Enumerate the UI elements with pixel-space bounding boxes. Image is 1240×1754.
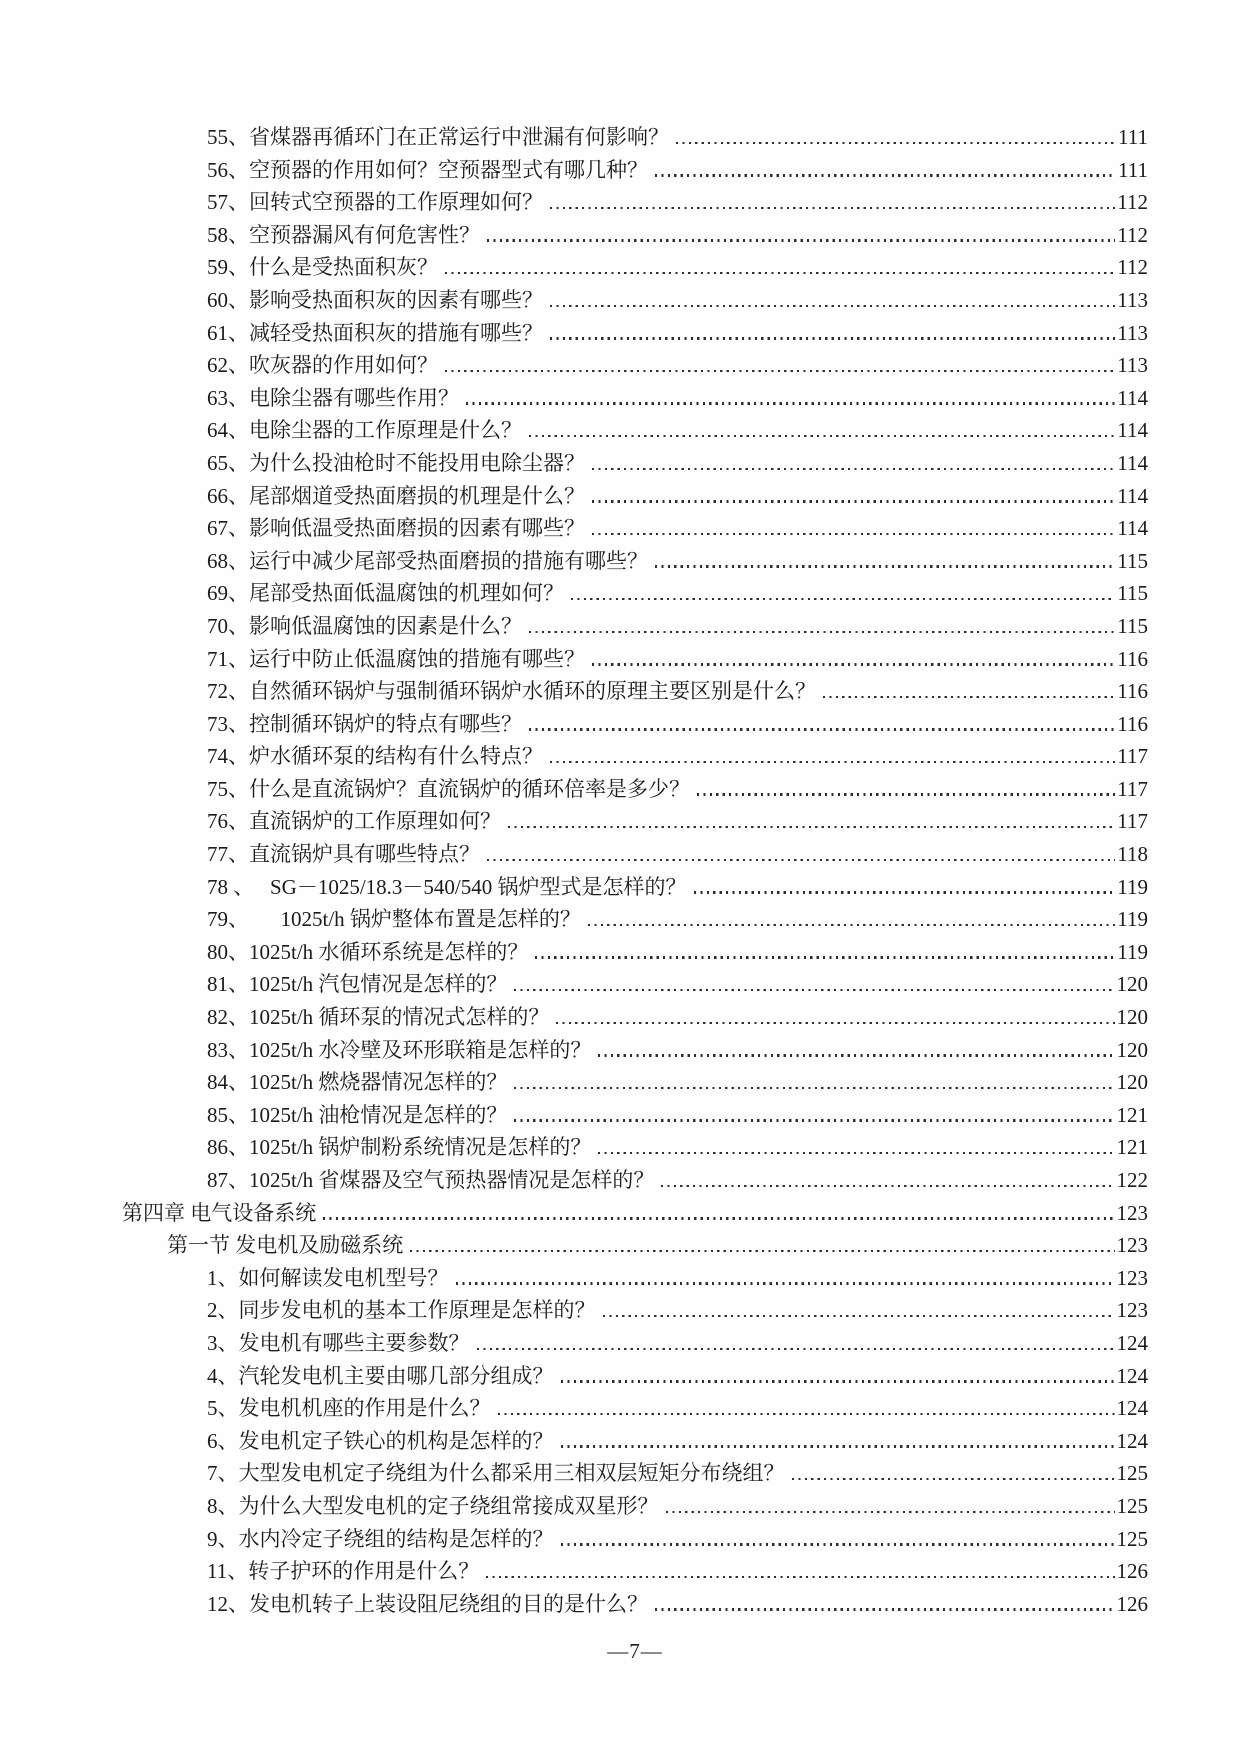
toc-entry-title: 86、1025t/h 锅炉制粉系统情况是怎样的？: [207, 1135, 592, 1160]
toc-entry: [122, 773, 1148, 806]
toc-entry-page: 117: [1117, 809, 1148, 834]
dot-leader: [561, 1380, 1115, 1382]
dot-leader: [655, 174, 1116, 176]
toc-entry-title: 61、减轻受热面积灰的措施有哪些？: [207, 320, 543, 345]
toc-entry: [122, 1327, 1148, 1360]
toc-entry-page: 120: [1116, 1037, 1148, 1062]
toc-entry-title: 78 、 SG－1025/18.3－540/540 锅炉型式是怎样的？: [207, 874, 687, 899]
toc-entry: [122, 349, 1148, 382]
toc-entry-title: 72、自然循环锅炉与强制循环锅炉水循环的原理主要区别是什么？: [207, 679, 816, 704]
dot-leader: [792, 1478, 1115, 1480]
toc-entry: [122, 545, 1148, 578]
toc-entry-page: 116: [1117, 646, 1148, 671]
dot-leader: [477, 1348, 1115, 1350]
toc-entry-title: 65、为什么投油枪时不能投用电除尘器？: [207, 450, 585, 475]
toc-entry-title: 5、发电机机座的作用是什么？: [207, 1396, 491, 1421]
dot-leader: [592, 663, 1115, 665]
toc-entry: [122, 1164, 1148, 1197]
toc-entry-title: 2、同步发电机的基本工作原理是怎样的？: [207, 1298, 596, 1323]
toc-entry: [122, 1131, 1148, 1164]
toc-entry: [122, 1490, 1148, 1523]
toc-entry: [122, 121, 1148, 154]
toc-entry-page: 118: [1117, 842, 1148, 867]
toc-entry: [122, 447, 1148, 480]
toc-entry-page: 117: [1117, 744, 1148, 769]
table-of-contents: [122, 121, 1148, 1620]
toc-entry: [122, 610, 1148, 643]
dot-leader: [556, 1022, 1114, 1024]
toc-entry: [122, 1392, 1148, 1425]
toc-entry-page: 123: [1116, 1265, 1148, 1290]
toc-entry-page: 123: [1116, 1200, 1148, 1225]
toc-entry: [122, 251, 1148, 284]
dot-leader: [550, 305, 1115, 307]
toc-entry-title: 12、发电机转子上装设阻尼绕组的目的是什么？: [207, 1591, 648, 1616]
toc-entry: [122, 1034, 1148, 1067]
dot-leader: [592, 500, 1115, 502]
toc-entry-title: 79、 1025t/h 锅炉整体布置是怎样的？: [207, 907, 581, 932]
toc-entry-title: 56、空预器的作用如何？空预器型式有哪几种？: [207, 157, 648, 182]
toc-entry-title: 55、省煤器再循环门在正常运行中泄漏有何影响？: [207, 125, 669, 149]
dot-leader: [487, 239, 1115, 241]
toc-entry: [122, 643, 1148, 676]
toc-entry: [122, 1294, 1148, 1327]
toc-entry: [122, 838, 1148, 871]
dot-leader: [694, 891, 1116, 893]
dot-leader: [655, 1608, 1115, 1610]
toc-entry-title: 8、为什么大型发电机的定子绕组常接成双星形？: [207, 1493, 659, 1518]
dot-leader: [466, 402, 1115, 404]
toc-entry: [122, 577, 1148, 610]
toc-entry-title: 85、1025t/h 油枪情况是怎样的？: [207, 1102, 508, 1127]
toc-entry-title: 11、转子护环的作用是什么？: [207, 1559, 480, 1584]
dot-leader: [456, 1282, 1115, 1284]
toc-entry-page: 125: [1116, 1493, 1148, 1518]
toc-entry-page: 123: [1116, 1298, 1148, 1323]
toc-entry: [122, 317, 1148, 350]
toc-entry-page: 122: [1116, 1168, 1148, 1192]
dot-leader: [676, 142, 1116, 144]
toc-entry-title: 63、电除尘器有哪些作用？: [207, 385, 459, 410]
dot-leader: [550, 337, 1115, 339]
toc-entry: [122, 805, 1148, 838]
toc-entry-title: 84、1025t/h 燃烧器情况怎样的？: [207, 1070, 508, 1095]
dot-leader: [535, 956, 1115, 958]
dot-leader: [592, 533, 1115, 535]
toc-entry-title: 3、发电机有哪些主要参数？: [207, 1330, 470, 1355]
dot-leader: [498, 1413, 1115, 1415]
toc-entry: [122, 154, 1148, 187]
toc-entry: [122, 936, 1148, 969]
dot-leader: [514, 1087, 1114, 1089]
toc-entry: [122, 414, 1148, 447]
toc-entry-title: 73、控制循环锅炉的特点有哪些？: [207, 711, 522, 736]
toc-entry-page: 120: [1116, 1005, 1148, 1030]
toc-entry-page: 116: [1117, 679, 1148, 704]
toc-entry-page: 125: [1116, 1526, 1148, 1551]
toc-entry-page: 112: [1117, 222, 1148, 247]
toc-entry-page: 114: [1117, 418, 1148, 443]
toc-entry-page: 123: [1116, 1233, 1148, 1258]
toc-entry-title: 6、发电机定子铁心的机构是怎样的？: [207, 1428, 554, 1453]
toc-entry: [122, 1099, 1148, 1132]
dot-leader: [598, 1152, 1114, 1154]
toc-entry-title: 7、大型发电机定子绕组为什么都采用三相双层短矩分布绕组？: [207, 1461, 785, 1486]
toc-entry: [122, 1197, 1148, 1230]
toc-entry: [122, 480, 1148, 513]
dot-leader: [561, 1445, 1115, 1447]
toc-entry: [122, 1523, 1148, 1556]
dot-leader: [823, 696, 1115, 698]
dot-leader: [486, 1576, 1114, 1578]
page-number-footer: —7—: [607, 1639, 663, 1664]
toc-entry: [122, 284, 1148, 317]
toc-entry: [122, 1229, 1148, 1262]
dot-leader: [514, 989, 1114, 991]
toc-entry-page: 115: [1117, 613, 1148, 638]
toc-entry: [122, 968, 1148, 1001]
dot-leader: [550, 761, 1115, 763]
toc-entry-page: 113: [1117, 287, 1148, 312]
dot-leader: [445, 370, 1115, 372]
toc-entry-title: 82、1025t/h 循环泵的情况式怎样的？: [207, 1005, 550, 1030]
dot-leader: [410, 1250, 1114, 1252]
toc-entry-page: 120: [1116, 1070, 1148, 1095]
dot-leader: [529, 435, 1115, 437]
dot-leader: [514, 1119, 1114, 1121]
toc-entry: [122, 708, 1148, 741]
toc-entry: [122, 1066, 1148, 1099]
toc-entry-title: 第四章 电气设备系统: [122, 1200, 317, 1225]
dot-leader: [661, 1185, 1114, 1187]
toc-entry-title: 80、1025t/h 水循环系统是怎样的？: [207, 939, 529, 964]
dot-leader: [561, 1543, 1115, 1545]
toc-entry: [122, 1457, 1148, 1490]
dot-leader: [487, 859, 1115, 861]
toc-entry-title: 第一节 发电机及励磁系统: [167, 1233, 404, 1258]
toc-entry-page: 126: [1116, 1591, 1148, 1616]
dot-leader: [697, 793, 1115, 795]
toc-entry-title: 59、什么是受热面积灰？: [207, 255, 438, 280]
toc-entry: [122, 1555, 1148, 1588]
toc-entry-title: 60、影响受热面积灰的因素有哪些？: [207, 287, 543, 312]
toc-entry-title: 57、回转式空预器的工作原理如何？: [207, 190, 543, 215]
toc-entry: [122, 1001, 1148, 1034]
toc-entry-page: 115: [1117, 581, 1148, 606]
toc-entry: [122, 871, 1148, 904]
toc-entry-title: 9、水内冷定子绕组的结构是怎样的？: [207, 1526, 554, 1551]
toc-entry-page: 121: [1116, 1135, 1148, 1160]
toc-entry-page: 115: [1117, 548, 1148, 573]
toc-entry: [122, 740, 1148, 773]
toc-entry-page: 121: [1116, 1102, 1148, 1127]
toc-entry-page: 113: [1117, 320, 1148, 345]
dot-leader: [598, 1054, 1114, 1056]
toc-entry-title: 74、炉水循环泵的结构有什么特点？: [207, 744, 543, 769]
dot-leader: [323, 1217, 1114, 1219]
toc-entry-title: 83、1025t/h 水冷壁及环形联箱是怎样的？: [207, 1037, 592, 1062]
toc-entry-page: 124: [1116, 1363, 1148, 1388]
toc-entry: [122, 382, 1148, 415]
dot-leader: [666, 1511, 1115, 1513]
toc-entry-page: 119: [1117, 874, 1148, 899]
toc-entry-page: 117: [1117, 776, 1148, 801]
toc-entry-page: 126: [1116, 1559, 1148, 1584]
toc-entry-title: 67、影响低温受热面磨损的因素有哪些？: [207, 516, 585, 541]
toc-entry-page: 125: [1116, 1461, 1148, 1486]
toc-entry-page: 112: [1117, 190, 1148, 215]
toc-entry-page: 114: [1117, 450, 1148, 475]
toc-entry-page: 124: [1116, 1428, 1148, 1453]
toc-entry: [122, 675, 1148, 708]
toc-entry: [122, 1360, 1148, 1393]
toc-entry-page: 113: [1117, 353, 1148, 378]
toc-entry-page: 111: [1118, 125, 1148, 149]
toc-entry-title: 75、什么是直流锅炉？直流锅炉的循环倍率是多少？: [207, 776, 690, 801]
toc-entry-title: 77、直流锅炉具有哪些特点？: [207, 842, 480, 867]
toc-entry: [122, 1262, 1148, 1295]
toc-entry: [122, 219, 1148, 252]
toc-entry-title: 70、影响低温腐蚀的因素是什么？: [207, 613, 522, 638]
toc-entry: [122, 186, 1148, 219]
toc-entry-page: 119: [1117, 907, 1148, 932]
dot-leader: [603, 1315, 1115, 1317]
dot-leader: [529, 631, 1115, 633]
toc-entry-title: 69、尾部受热面低温腐蚀的机理如何？: [207, 581, 564, 606]
toc-entry-title: 58、空预器漏风有何危害性？: [207, 222, 480, 247]
toc-entry-title: 87、1025t/h 省煤器及空气预热器情况是怎样的？: [207, 1168, 655, 1192]
toc-entry: [122, 512, 1148, 545]
toc-entry-title: 4、汽轮发电机主要由哪几部分组成？: [207, 1363, 554, 1388]
toc-entry-page: 119: [1117, 939, 1148, 964]
toc-entry-page: 112: [1117, 255, 1148, 280]
toc-entry: [122, 1425, 1148, 1458]
dot-leader: [655, 565, 1115, 567]
toc-entry-title: 64、电除尘器的工作原理是什么？: [207, 418, 522, 443]
toc-entry-page: 111: [1118, 157, 1148, 182]
toc-entry-title: 68、运行中减少尾部受热面磨损的措施有哪些？: [207, 548, 648, 573]
toc-entry-title: 81、1025t/h 汽包情况是怎样的？: [207, 972, 508, 997]
dot-leader: [529, 728, 1115, 730]
toc-entry-page: 116: [1117, 711, 1148, 736]
dot-leader: [508, 826, 1115, 828]
toc-entry-page: 114: [1117, 516, 1148, 541]
dot-leader: [550, 207, 1115, 209]
toc-entry-page: 114: [1117, 483, 1148, 508]
dot-leader: [592, 468, 1115, 470]
toc-entry: [122, 903, 1148, 936]
toc-entry-title: 1、如何解读发电机型号？: [207, 1265, 449, 1290]
dot-leader: [571, 598, 1115, 600]
toc-entry-page: 120: [1116, 972, 1148, 997]
toc-entry-page: 114: [1117, 385, 1148, 410]
toc-entry-title: 76、直流锅炉的工作原理如何？: [207, 809, 501, 834]
toc-entry-page: 124: [1116, 1396, 1148, 1421]
toc-entry: [122, 1588, 1148, 1621]
dot-leader: [445, 272, 1115, 274]
toc-entry-title: 62、吹灰器的作用如何？: [207, 353, 438, 378]
toc-entry-title: 66、尾部烟道受热面磨损的机理是什么？: [207, 483, 585, 508]
dot-leader: [588, 924, 1115, 926]
toc-entry-title: 71、运行中防止低温腐蚀的措施有哪些？: [207, 646, 585, 671]
toc-entry-page: 124: [1116, 1330, 1148, 1355]
